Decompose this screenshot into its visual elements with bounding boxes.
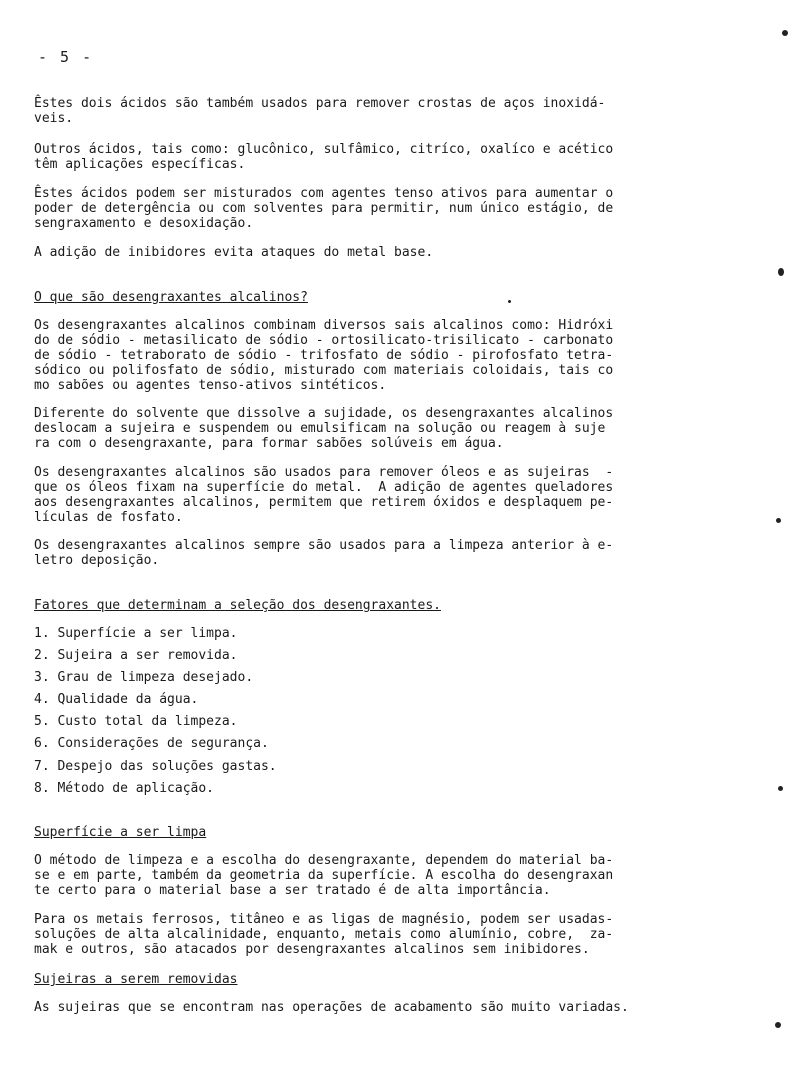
text-line: Os desengraxantes alcalinos combinam diversos sais alcalinos como: Hidróxi <box>34 318 614 333</box>
text-line: mo sabões ou agentes tenso-ativos sintéticos. <box>34 378 387 393</box>
paragraph-dirt-variety <box>34 1000 704 1015</box>
text-line: soluções de alta alcalinidade, enquanto, metais como alumínio, cobre, za- <box>34 927 614 942</box>
list-item: 5. Custo total da limpeza. <box>34 714 238 729</box>
text-line: veis. <box>34 111 74 126</box>
paragraph-mixing <box>34 186 704 231</box>
paragraph-metals <box>34 912 704 957</box>
scan-speck <box>778 268 784 276</box>
paragraph-acids-stainless <box>34 96 704 126</box>
paragraph-method <box>34 853 704 898</box>
text-line: Para os metais ferrosos, titâneo e as ligas de magnésio, podem ser usadas- <box>34 912 614 927</box>
text-line: Êstes dois ácidos são também usados para remover crostas de aços inoxidá- <box>34 96 606 111</box>
scan-speck <box>782 30 788 36</box>
list-item: 6. Considerações de segurança. <box>34 736 269 751</box>
page-number: - 5 - <box>38 48 94 66</box>
paragraph-alkaline-salts <box>34 318 704 393</box>
text-line: sódico ou polifosfato de sódio, misturado com materiais coloidais, tais co <box>34 363 614 378</box>
list-item: 8. Método de aplicação. <box>34 781 215 796</box>
list-item: 4. Qualidade da água. <box>34 692 199 707</box>
text-line: Os desengraxantes alcalinos são usados para remover óleos e as sujeiras - <box>34 465 614 480</box>
text-line: que os óleos fixam na superfície do metal. A adição de agentes queladores <box>34 480 614 495</box>
scan-speck <box>508 300 511 303</box>
paragraph-difference <box>34 406 704 451</box>
text-line: Outros ácidos, tais como: glucônico, sulfâmico, citríco, oxalíco e acético <box>34 142 614 157</box>
text-line: A adição de inibidores evita ataques do metal base. <box>34 245 434 260</box>
text-line: mak e outros, são atacados por desengraxantes alcalinos sem inibidores. <box>34 942 590 957</box>
text-line: se e em parte, também da geometria da superfície. A escolha do desengraxan <box>34 868 614 883</box>
list-item: 7. Despejo das soluções gastas. <box>34 759 277 774</box>
text-line: letro deposição. <box>34 553 160 568</box>
text-line: lículas de fosfato. <box>34 510 183 525</box>
paragraph-other-acids <box>34 142 704 172</box>
text-line: O método de limpeza e a escolha do desengraxante, dependem do material ba- <box>34 853 614 868</box>
scan-speck <box>776 518 781 523</box>
text-line: aos desengraxantes alcalinos, permitem que retirem óxidos e desplaquem pe- <box>34 495 614 510</box>
text-line: Êstes ácidos podem ser misturados com agentes tenso ativos para aumentar o <box>34 186 614 201</box>
paragraph-inhibitors <box>34 245 704 260</box>
text-line: Diferente do solvente que dissolve a sujidade, os desengraxantes alcalinos <box>34 406 614 421</box>
paragraph-usage <box>34 465 704 525</box>
text-line: poder de detergência ou com solventes para permitir, num único estágio, de <box>34 201 614 216</box>
list-item: 3. Grau de limpeza desejado. <box>34 670 254 685</box>
text-line: têm aplicações específicas. <box>34 157 246 172</box>
scan-speck <box>778 786 783 791</box>
text-line: deslocam a sujeira e suspendem ou emulsificam na solução ou reagem à suje <box>34 421 606 436</box>
heading-selection-factors: Fatores que determinam a seleção dos desengraxantes. <box>34 598 441 613</box>
heading-surface: Superfície a ser limpa <box>34 825 207 840</box>
heading-alkaline-degreasers: O que são desengraxantes alcalinos? <box>34 290 308 305</box>
text-line: do de sódio - metasilicato de sódio - ortosilicato-trisilicato - carbonato <box>34 333 614 348</box>
heading-dirt: Sujeiras a serem removidas <box>34 972 238 987</box>
text-line: de sódio - tetraborato de sódio - trifosfato de sódio - pirofosfato tetra- <box>34 348 614 363</box>
text-line: sengraxamento e desoxidação. <box>34 216 254 231</box>
text-line: Os desengraxantes alcalinos sempre são usados para a limpeza anterior à e- <box>34 538 614 553</box>
list-item: 2. Sujeira a ser removida. <box>34 648 238 663</box>
text-line: ra com o desengraxante, para formar sabões solúveis em água. <box>34 436 504 451</box>
text-line: As sujeiras que se encontram nas operações de acabamento são muito variadas. <box>34 1000 629 1015</box>
scan-speck <box>775 1022 781 1028</box>
list-item: 1. Superfície a ser limpa. <box>34 626 238 641</box>
paragraph-electrodeposition <box>34 538 704 568</box>
text-line: te certo para o material base a ser tratado é de alta importância. <box>34 883 551 898</box>
